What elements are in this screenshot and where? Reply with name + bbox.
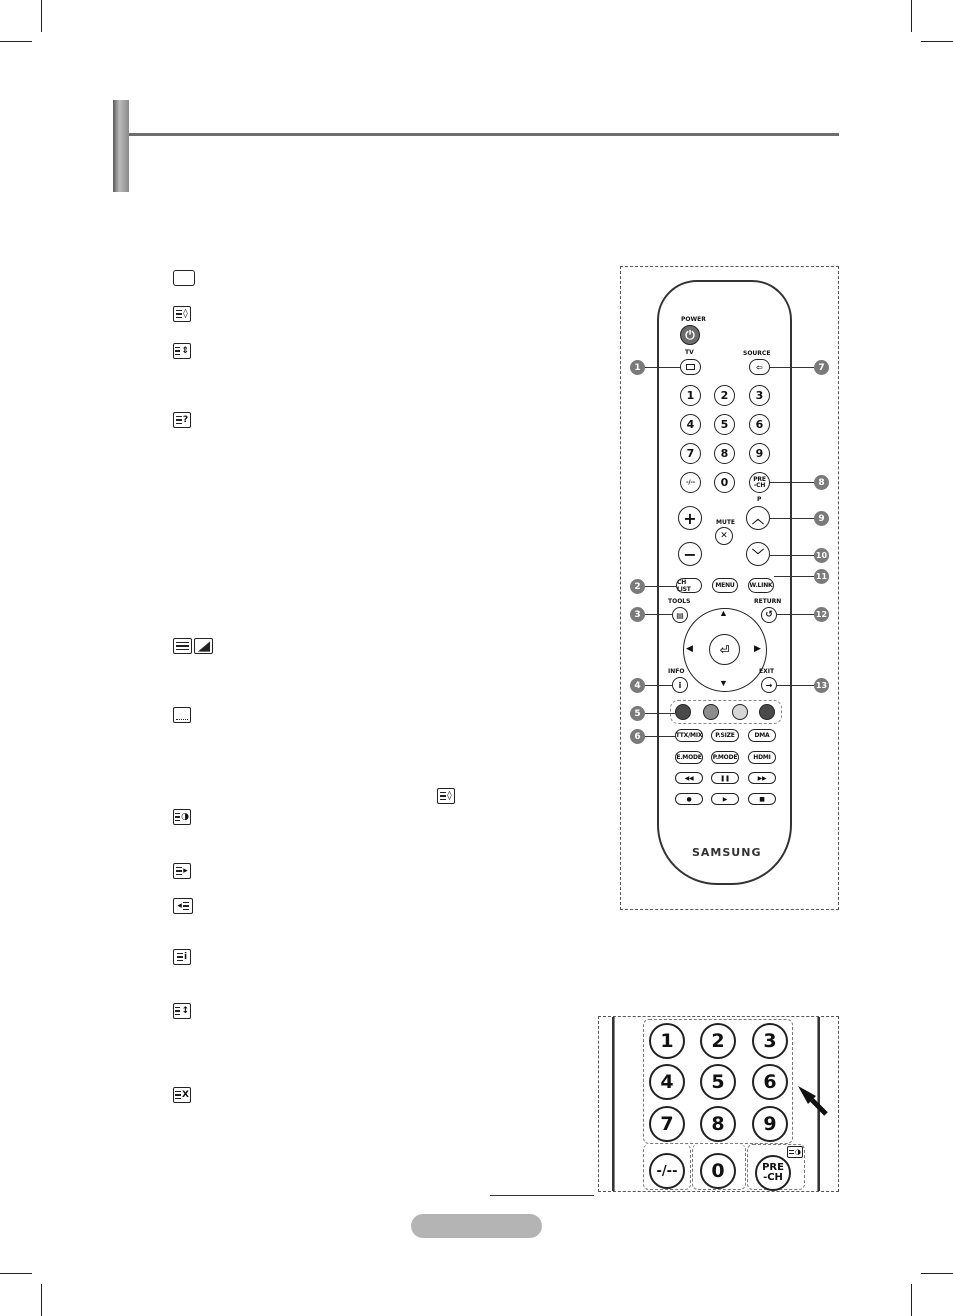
crop-mark xyxy=(0,41,32,42)
teletext-subpage-icon: ◂ xyxy=(173,898,193,914)
rewind-button[interactable]: ◀◀ xyxy=(675,772,703,784)
mute-label: MUTE xyxy=(716,519,736,526)
prech-top-label: PRE xyxy=(762,1162,784,1173)
callout-12: 12 xyxy=(814,607,829,622)
teletext-mix-icon xyxy=(173,638,215,654)
left-arrow-icon[interactable]: ◀ xyxy=(686,643,693,653)
teletext-store-icon: ◑ xyxy=(173,809,191,825)
callout-line xyxy=(774,576,814,577)
remote-prech-button[interactable]: PRE -CH xyxy=(749,472,770,493)
callout-line xyxy=(645,713,675,714)
keypad-store-icon: ◑ xyxy=(787,1146,803,1158)
return-label: RETURN xyxy=(754,598,782,605)
callout-4: 4 xyxy=(630,678,645,693)
callout-line xyxy=(770,518,814,519)
callout-7: 7 xyxy=(814,360,829,375)
callout-line xyxy=(770,367,814,368)
callout-line xyxy=(645,736,675,737)
psize-button[interactable]: P.SIZE xyxy=(711,729,739,742)
info-button[interactable]: i xyxy=(672,677,688,693)
enter-button[interactable]: ⏎ xyxy=(709,634,740,665)
keypad-digit-5[interactable]: 5 xyxy=(700,1064,736,1100)
record-button[interactable]: ● xyxy=(675,793,703,805)
teletext-subtitle-icon xyxy=(173,707,191,723)
keypad-digit-0[interactable]: 0 xyxy=(700,1153,736,1189)
keypad-digit-8[interactable]: 8 xyxy=(700,1106,736,1142)
power-label: POWER xyxy=(681,316,706,323)
remote-dash-button[interactable]: -/-- xyxy=(680,472,701,493)
header-rule xyxy=(129,133,839,136)
play-button[interactable]: ▶ xyxy=(711,793,739,805)
source-button[interactable]: ⇦ xyxy=(749,359,770,375)
remote-edge-left xyxy=(612,1017,615,1192)
remote-digit-5[interactable]: 5 xyxy=(714,414,735,435)
callout-3: 3 xyxy=(630,607,645,622)
tools-button[interactable]: ▤ xyxy=(672,607,688,623)
yellow-button[interactable] xyxy=(732,704,748,720)
channel-up-button[interactable]: ︿ xyxy=(746,506,770,530)
exit-label: EXIT xyxy=(759,668,775,675)
remote-digit-8[interactable]: 8 xyxy=(714,443,735,464)
stop-button[interactable]: ■ xyxy=(748,793,776,805)
crop-mark xyxy=(911,0,912,32)
callout-10: 10 xyxy=(814,548,829,563)
keypad-digit-6[interactable]: 6 xyxy=(752,1064,788,1100)
teletext-size-icon: ⇕ xyxy=(173,343,191,359)
emode-button[interactable]: E.MODE xyxy=(675,751,703,764)
channel-label: P xyxy=(757,496,762,503)
teletext-reveal-icon: ? xyxy=(173,412,191,428)
fast-forward-button[interactable]: ▶▶ xyxy=(748,772,776,784)
remote-digit-0[interactable]: 0 xyxy=(714,472,735,493)
crop-mark xyxy=(911,1284,912,1316)
remote-digit-7[interactable]: 7 xyxy=(680,443,701,464)
tools-label: TOOLS xyxy=(668,598,691,605)
power-button[interactable]: ⏻ xyxy=(680,325,700,345)
keypad-digit-2[interactable]: 2 xyxy=(700,1023,736,1059)
blue-button[interactable] xyxy=(759,704,775,720)
keypad-digit-3[interactable]: 3 xyxy=(752,1023,788,1059)
callout-6: 6 xyxy=(630,729,645,744)
source-label: SOURCE xyxy=(743,350,771,357)
prech-bottom-label: -CH xyxy=(763,1172,783,1183)
remote-digit-2[interactable]: 2 xyxy=(714,385,735,406)
callout-5: 5 xyxy=(630,706,645,721)
teletext-display-inline-icon: ◊ xyxy=(437,788,455,804)
down-arrow-icon[interactable]: ▼ xyxy=(719,678,728,688)
wlink-button[interactable]: W.LINK xyxy=(748,578,774,593)
green-button[interactable] xyxy=(703,704,719,720)
volume-up-button[interactable]: + xyxy=(678,506,702,530)
callout-line xyxy=(770,555,814,556)
callout-line xyxy=(777,685,814,686)
callout-1: 1 xyxy=(630,360,645,375)
callout-line xyxy=(645,614,672,615)
keypad-digit-7[interactable]: 7 xyxy=(649,1106,685,1142)
up-arrow-icon[interactable]: ▲ xyxy=(719,608,728,618)
remote-digit-1[interactable]: 1 xyxy=(680,385,701,406)
callout-line xyxy=(777,614,814,615)
header-accent-bar xyxy=(113,100,129,192)
keypad-digit-4[interactable]: 4 xyxy=(649,1064,685,1100)
callout-line xyxy=(645,685,672,686)
ttx-mix-button[interactable]: TTX/MIX xyxy=(675,729,703,742)
crop-mark xyxy=(41,0,42,32)
callout-line xyxy=(645,367,680,368)
mute-button[interactable]: ✕ xyxy=(715,527,733,545)
info-label: INFO xyxy=(668,668,685,675)
remote-digit-4[interactable]: 4 xyxy=(680,414,701,435)
teletext-index-icon: i xyxy=(173,949,191,965)
volume-down-button[interactable]: − xyxy=(678,542,702,566)
teletext-display-icon: ◊ xyxy=(173,306,191,322)
keypad-digit-1[interactable]: 1 xyxy=(649,1023,685,1059)
remote-digit-3[interactable]: 3 xyxy=(749,385,770,406)
callout-line xyxy=(645,586,676,587)
keypad-prech-button[interactable] xyxy=(755,1155,791,1191)
red-button[interactable] xyxy=(675,704,691,720)
page-number-badge xyxy=(411,1214,542,1238)
callout-13: 13 xyxy=(814,678,829,693)
tv-button[interactable] xyxy=(680,359,701,375)
channel-down-button[interactable]: ﹀ xyxy=(746,542,770,566)
keypad-dash-button[interactable]: -/-- xyxy=(649,1153,685,1189)
crop-mark xyxy=(0,1273,32,1274)
remote-digit-6[interactable]: 6 xyxy=(749,414,770,435)
callout-2: 2 xyxy=(630,579,645,594)
callout-11: 11 xyxy=(814,569,829,584)
crop-mark xyxy=(41,1284,42,1316)
callout-line xyxy=(770,482,814,483)
pointer-arrow-icon xyxy=(794,1082,830,1118)
teletext-cancel-icon: X xyxy=(173,1087,191,1103)
hdmi-button[interactable]: HDMI xyxy=(748,751,776,764)
exit-button[interactable]: → xyxy=(761,677,777,693)
return-button[interactable]: ↺ xyxy=(761,607,777,623)
dma-button[interactable]: DMA xyxy=(748,729,776,742)
teletext-on-icon xyxy=(173,270,195,286)
tv-icon xyxy=(686,364,695,370)
footer-rule xyxy=(490,1195,594,1196)
callout-8: 8 xyxy=(814,475,829,490)
crop-mark xyxy=(921,1273,953,1274)
teletext-mode-icon: ▸ xyxy=(173,863,191,879)
menu-button[interactable]: MENU xyxy=(712,578,738,593)
remote-digit-9[interactable]: 9 xyxy=(749,443,770,464)
pause-button[interactable]: ❚❚ xyxy=(711,772,739,784)
pmode-button[interactable]: P.MODE xyxy=(711,751,739,764)
callout-9: 9 xyxy=(814,511,829,526)
tv-label: TV xyxy=(685,349,694,356)
brand-logo: SAMSUNG xyxy=(692,846,762,859)
keypad-digit-9[interactable]: 9 xyxy=(752,1106,788,1142)
chlist-button[interactable]: CH LIST xyxy=(676,578,702,593)
crop-mark xyxy=(921,41,953,42)
teletext-hold-icon: ↕ xyxy=(173,1003,191,1019)
right-arrow-icon[interactable]: ▶ xyxy=(754,643,761,653)
